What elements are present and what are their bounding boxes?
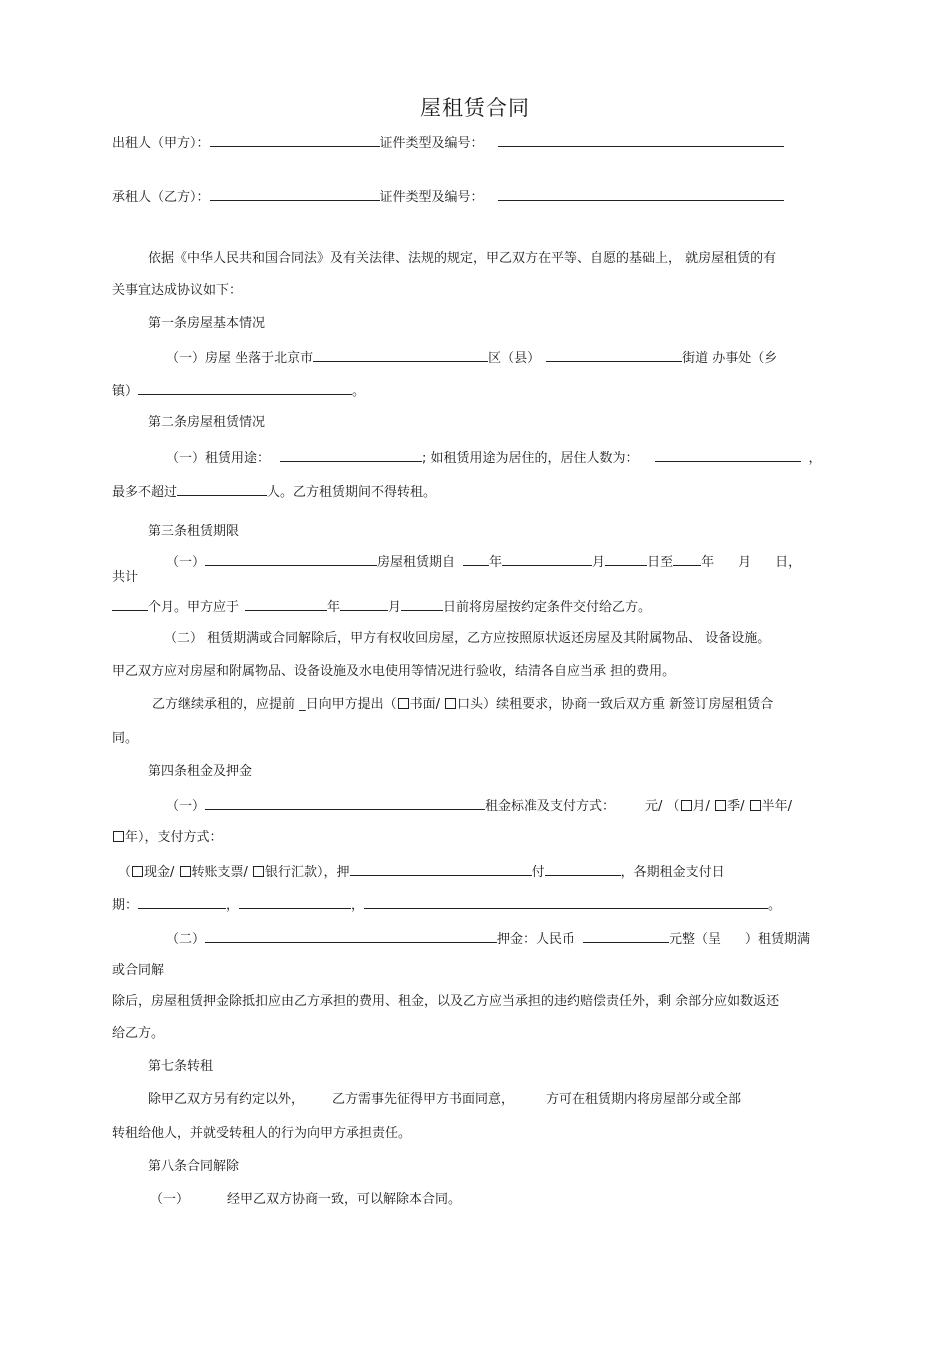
comma: ， xyxy=(226,898,240,913)
lessor-id-label: 证件类型及编号： xyxy=(379,136,484,151)
oral-checkbox[interactable] xyxy=(445,698,456,709)
residents-label: ; 如租赁用途为居住的，居住人数为： xyxy=(422,451,639,466)
preamble-line-1: 依据《中华人民共和国合同法》及有关法律、法规的规定，甲乙双方在平等、自愿的基础上， 就房屋租赁的有 xyxy=(148,251,777,266)
city-blank xyxy=(313,348,488,362)
lessee-id-label: 证件类型及编号： xyxy=(379,190,484,205)
pay-date-blank-3 xyxy=(364,895,768,909)
deposit-label: 押金：人民币 xyxy=(497,932,576,947)
period: 。 xyxy=(352,384,366,399)
lessee-id-blank xyxy=(498,187,784,201)
article-4-line-3 xyxy=(118,862,725,882)
district-label: 区（县） xyxy=(488,351,541,366)
end-year-blank xyxy=(673,552,701,566)
rent-blank xyxy=(205,796,485,810)
delivery-day-blank xyxy=(401,597,443,611)
cash-checkbox[interactable] xyxy=(132,866,143,877)
article-3-para-2-line-1: （二） 租赁期满或合同解除后，甲方有权收回房屋，乙方应按照原状返还房屋及其附属物品、 设备设施。 xyxy=(164,631,771,646)
max-blank xyxy=(177,482,267,496)
article-4-line-4 xyxy=(112,895,781,915)
street-label: 街道 办事处（乡 xyxy=(682,351,778,366)
payment-method-label: 年），支付方式： xyxy=(125,830,223,845)
rent-standard-label: 租金标准及支付方式： xyxy=(485,799,616,814)
clause-num: （一） xyxy=(166,555,206,570)
article-1-heading: 第一条房屋基本情况 xyxy=(148,316,266,331)
document-title: 屋租赁合同 xyxy=(420,96,530,120)
sublet-text-a: 除甲乙双方另有约定以外， xyxy=(148,1092,305,1107)
bank-label: 银行汇款），押 xyxy=(265,865,350,880)
monthly-label: 月/ xyxy=(692,799,715,814)
yuan-label: 元/ （ xyxy=(645,799,680,814)
pay-months-blank xyxy=(545,862,621,876)
deposit-blank xyxy=(205,929,497,943)
article-8-heading: 第八条合同解除 xyxy=(148,1159,240,1174)
article-3-heading: 第三条租赁期限 xyxy=(148,524,240,539)
day-to-label: 日至 xyxy=(647,555,674,570)
end-year-label: 年 xyxy=(701,555,715,570)
written-checkbox[interactable] xyxy=(398,698,409,709)
end-day-label: 日， xyxy=(775,555,802,570)
cheque-label: 转账支票/ xyxy=(191,865,253,880)
delivery-month-label: 月 xyxy=(388,600,402,615)
written-label: 书面/ xyxy=(409,697,445,712)
monthly-checkbox[interactable] xyxy=(681,800,692,811)
sublet-text-b: 乙方需事先征得甲方书面同意， xyxy=(332,1092,515,1107)
lessor-label: 出租人（甲方）： xyxy=(112,136,210,151)
bank-transfer-checkbox[interactable] xyxy=(253,866,264,877)
half-year-label: 半年/ xyxy=(761,799,792,814)
delivery-year-label: 年 xyxy=(327,600,341,615)
start-month-blank xyxy=(502,552,592,566)
lessor-id-blank xyxy=(498,133,784,147)
period: 。 xyxy=(768,898,782,913)
year-label: 年 xyxy=(489,555,503,570)
article-4-heading: 第四条租金及押金 xyxy=(148,764,253,779)
months-blank xyxy=(112,597,148,611)
article-3-para-2-line-2: 甲乙双方应对房屋和附属物品、设备设施及水电使用等情况进行验收，结清各自应当承 担的费用。 xyxy=(112,664,676,679)
cheque-checkbox[interactable] xyxy=(180,866,191,877)
date-label: 期： xyxy=(112,898,139,913)
yuan-whole-label: 元整（呈 xyxy=(669,932,722,947)
comma: ， xyxy=(351,898,365,913)
term-label: 房屋租赁期自 xyxy=(377,555,456,570)
article-3-line-1 xyxy=(166,552,801,572)
pay-date-blank-1 xyxy=(138,895,226,909)
article-7-line-1 xyxy=(148,1091,741,1109)
lessor-blank xyxy=(210,133,380,147)
quarterly-checkbox[interactable] xyxy=(715,800,726,811)
article-2-line-2 xyxy=(112,482,436,502)
article-8-line-1 xyxy=(150,1191,461,1209)
pay-label: 付 xyxy=(531,865,545,880)
sublet-text-c: 方可在租赁期内将房屋部分或全部 xyxy=(546,1092,742,1107)
quarterly-label: 季/ xyxy=(727,799,749,814)
lease-expiry-label: ）租赁期满 xyxy=(745,932,811,947)
renewal-text-2: 口头）续租要求，协商一致后双方重 新签订房屋租赁合 xyxy=(457,697,774,712)
renewal-text: 乙方继续承租的，应提前 _日向甲方提出（ xyxy=(152,697,397,712)
comma: ， xyxy=(808,451,822,466)
article-7-heading: 第七条转租 xyxy=(148,1059,214,1074)
article-1-line-2 xyxy=(112,381,365,401)
clause-num: （二） xyxy=(166,932,206,947)
lessee-label: 承租人（乙方）： xyxy=(112,190,210,205)
article-4-para-2-line-3: 除后，房屋租赁押金除抵扣应由乙方承担的费用、租金，以及乙方应当承担的违约赔偿责任外，剩 余部分应如数返还 xyxy=(112,994,780,1009)
end-month-label: 月 xyxy=(738,555,752,570)
article-3-line-2: 共计 xyxy=(112,570,139,585)
term-blank xyxy=(205,552,377,566)
termination-text: 经甲乙双方协商一致，可以解除本合同。 xyxy=(227,1192,462,1207)
max-label: 最多不超过 xyxy=(112,485,178,500)
article-3-line-3 xyxy=(112,597,651,617)
article-1-line-1 xyxy=(166,348,777,368)
start-year-blank xyxy=(463,552,489,566)
lessor-line xyxy=(112,133,784,153)
purpose-label: （一）租赁用途： xyxy=(166,451,271,466)
article-7-line-2: 转租给他人，并就受转租人的行为向甲方承担责任。 xyxy=(112,1126,412,1141)
cash-label: 现金/ xyxy=(144,865,179,880)
month-label: 月 xyxy=(592,555,606,570)
article-3-para-3-line-2: 同。 xyxy=(112,731,139,746)
pay-date-blank-2 xyxy=(239,895,351,909)
pay-date-label: ，各期租金支付日 xyxy=(620,865,725,880)
half-year-checkbox[interactable] xyxy=(750,800,761,811)
article-2-line-1 xyxy=(166,448,822,468)
article-4-line-2 xyxy=(112,829,223,847)
lessee-blank xyxy=(210,187,380,201)
article-4-para-2-line-2: 或合同解 xyxy=(112,963,165,978)
clause-num: （一） xyxy=(150,1192,190,1207)
delivery-text: 日前将房屋按约定条件交付给乙方。 xyxy=(443,600,652,615)
purpose-blank xyxy=(280,448,422,462)
delivery-year-blank xyxy=(245,597,327,611)
residents-blank xyxy=(655,448,801,462)
delivery-label: 个月。甲方应于 xyxy=(148,600,240,615)
no-sublet-text: 人。乙方租赁期间不得转租。 xyxy=(267,485,437,500)
deposit-amount-blank xyxy=(583,929,669,943)
town-label: 镇） xyxy=(112,384,139,399)
paren: （ xyxy=(118,865,132,880)
article-4-para-2-line-1 xyxy=(166,929,810,949)
delivery-month-blank xyxy=(340,597,388,611)
preamble-line-2: 关事宜达成协议如下： xyxy=(112,283,243,298)
deposit-months-blank xyxy=(350,862,532,876)
town-blank xyxy=(138,381,352,395)
article-2-heading: 第二条房屋租赁情况 xyxy=(148,415,266,430)
lessee-line xyxy=(112,187,784,207)
district-blank xyxy=(546,348,682,362)
yearly-checkbox[interactable] xyxy=(113,831,124,842)
location-label: （一）房屋 坐落于北京市 xyxy=(166,351,314,366)
article-4-line-1 xyxy=(166,796,792,816)
clause-num: （一） xyxy=(166,799,206,814)
start-day-blank xyxy=(605,552,647,566)
article-3-para-3-line-1 xyxy=(152,696,773,714)
article-4-para-2-line-4: 给乙方。 xyxy=(112,1026,165,1041)
